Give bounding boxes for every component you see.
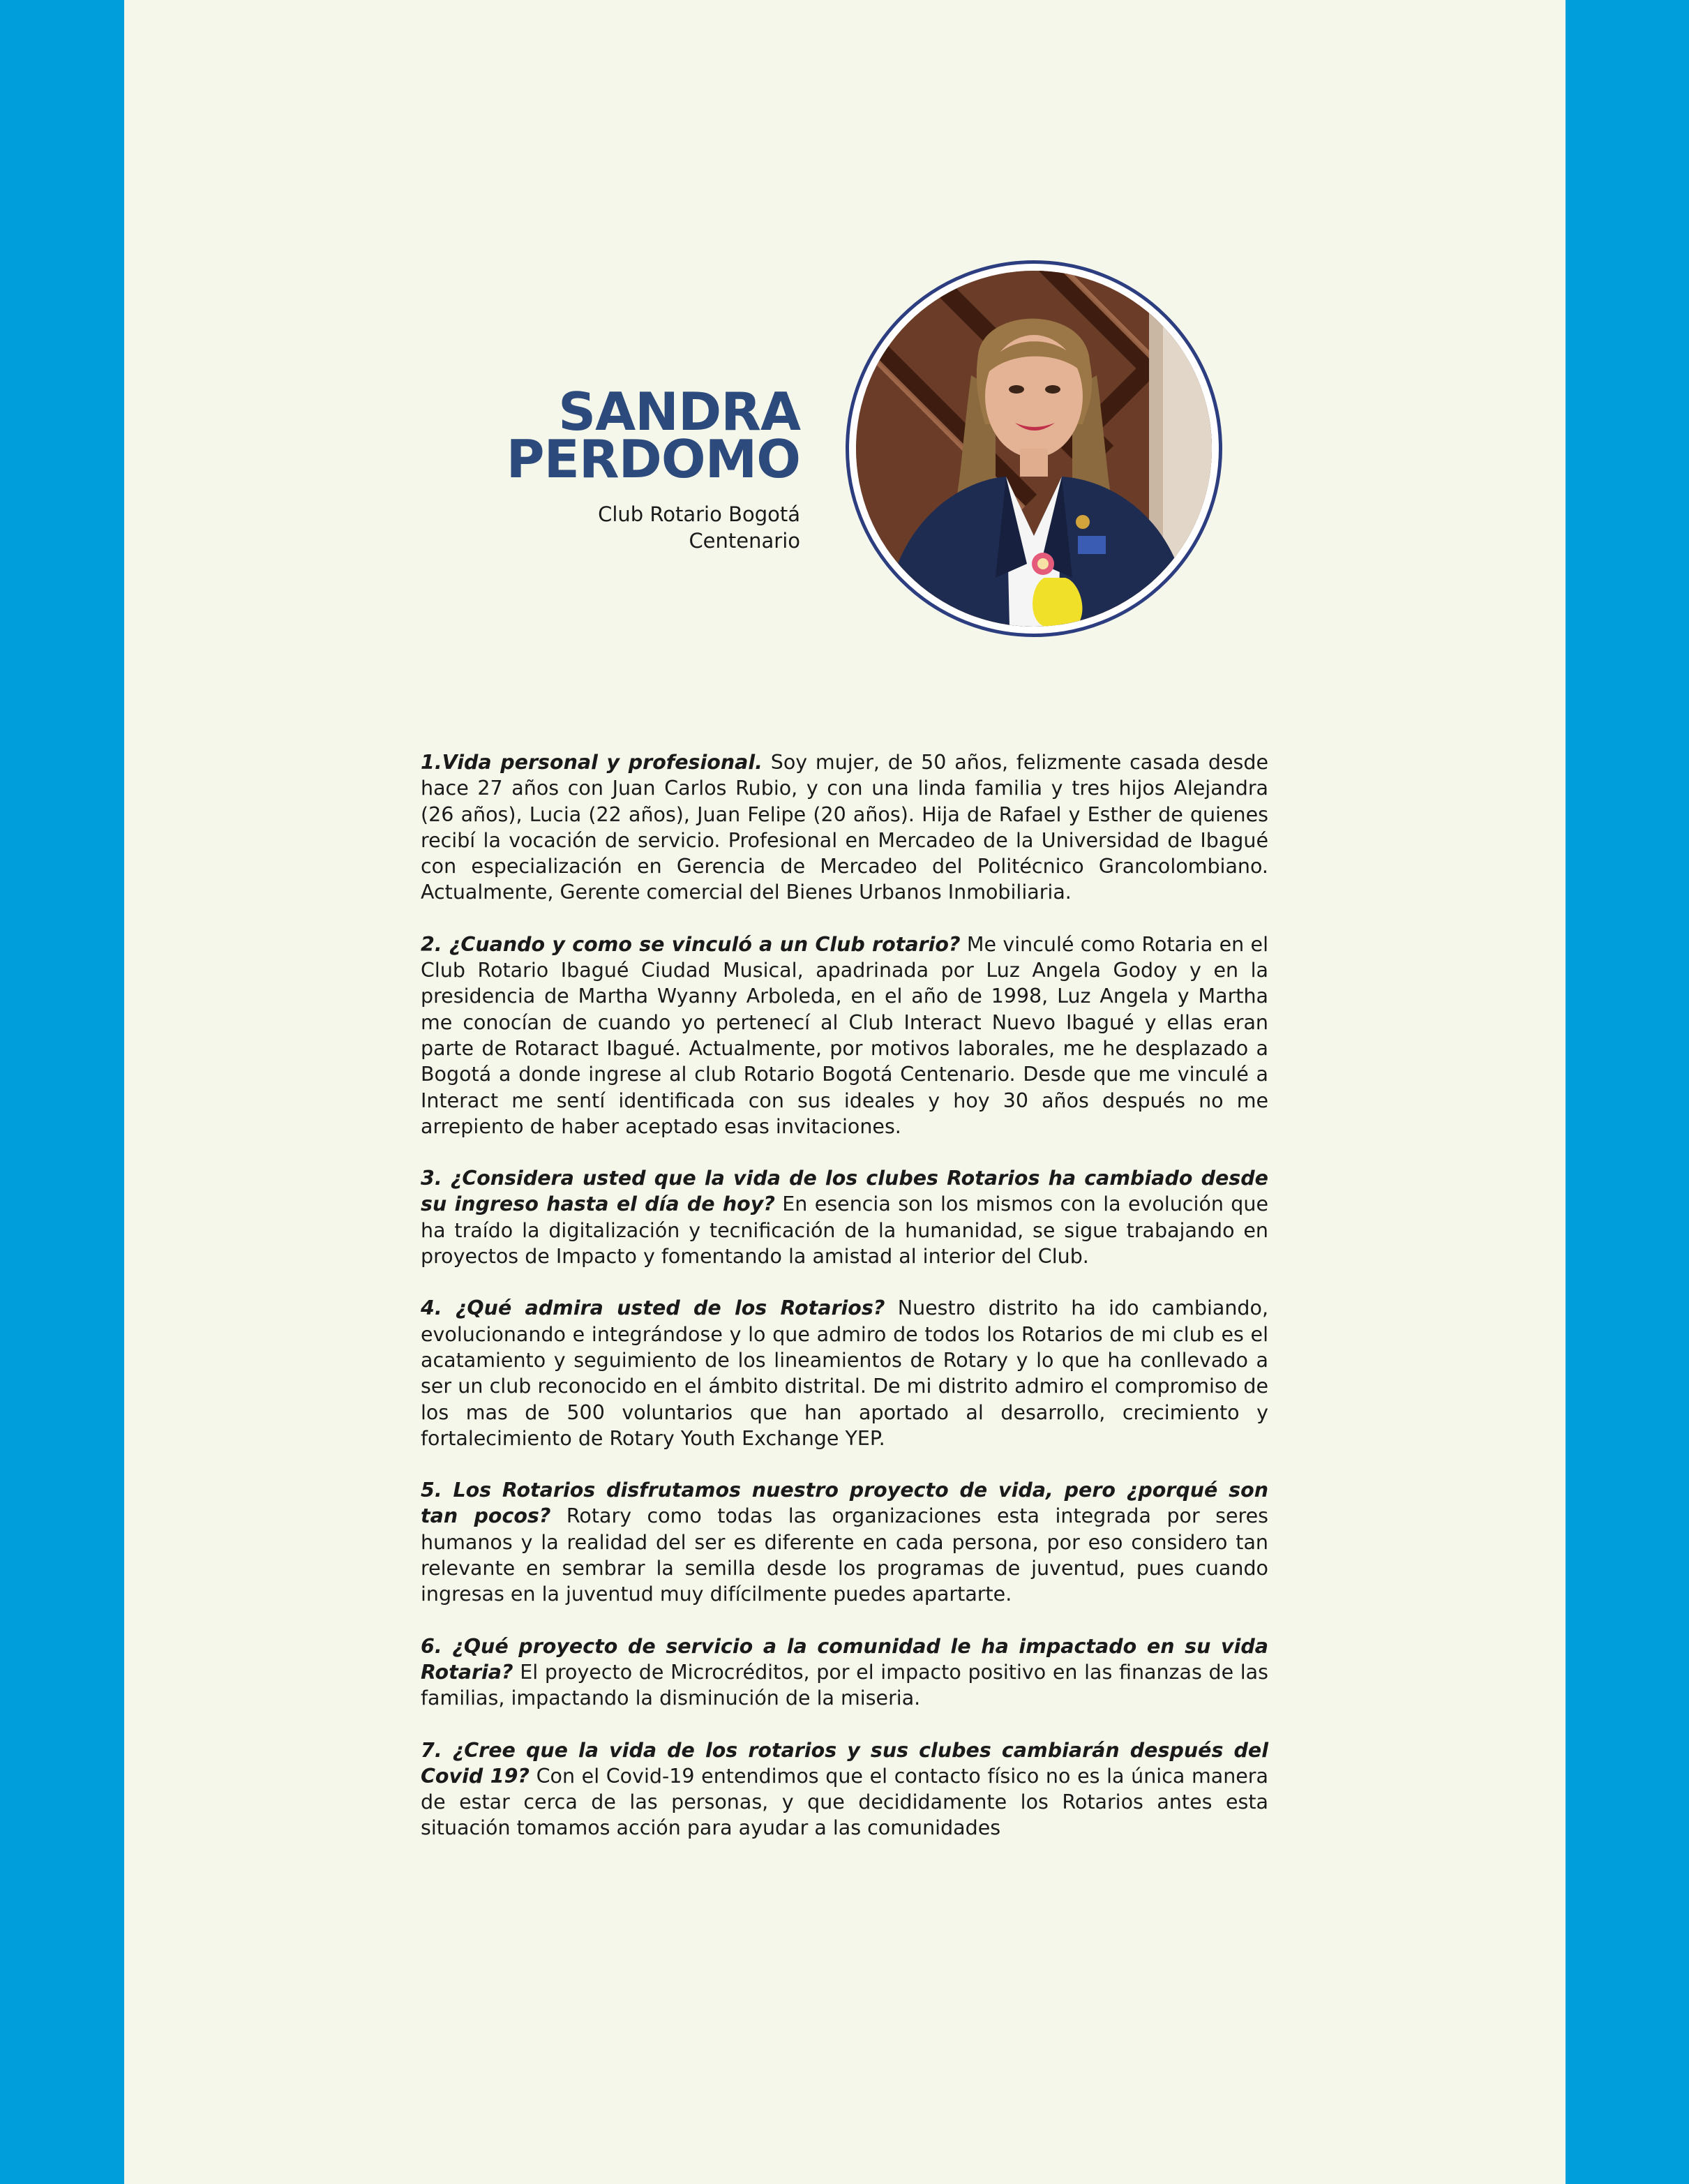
answer-3: En esencia son los mismos con la evolución que ha traído la digitalización y tecnificación de la humanidad, se sigue trabajando en proyectos de Impacto y fomentando la amistad al interior del Club. — [421, 1192, 1268, 1269]
question-4: 4. ¿Qué admira usted de los Rotarios? — [421, 1296, 885, 1320]
answer-1: Soy mujer, de 50 años, felizmente casada desde hace 27 años con Juan Carlos Rubio, y con una linda familia y tres hijos Alejandra (26 años), Lucia (22 años), Juan Felipe (20 años). Hija de Rafael y Esther de quienes recibí la vocación de servicio. Profesional en Mercadeo de la Universidad de Ibagué con especialización en Gerencia de Mercadeo del Politécnico Grancolombiano. Actualmente, Gerente comercial del Bienes Urbanos Inmobiliaria. — [421, 751, 1268, 904]
question-2: 2. ¿Cuando y como se vinculó a un Club rotario? — [421, 932, 961, 956]
portrait-photo — [846, 260, 1222, 637]
question-7: 7. ¿Cree que la vida de los rotarios y sus clubes cambiarán después del Covid 19? — [421, 1738, 1268, 1788]
answer-2: Me vinculé como Rotaria en el Club Rotario Ibagué Ciudad Musical, apadrinada por Luz Angela Godoy y en la presidencia de Martha Wyanny Arboleda, en el año de 1998, Luz Angela y Martha me conocían de cuando yo pertenecí al Club Interact Nuevo Ibagué y ellas eran parte de Rotaract Ibagué. Actualmente, por motivos laborales, me he desplazado a Bogotá a donde ingrese al club Rotario Bogotá Centenario. Desde que me vinculé a Interact me sentí identificada con sus ideales y hoy 30 años después no me arrepiento de haber aceptado esas invitaciones. — [421, 932, 1269, 1138]
portrait-image — [856, 271, 1212, 627]
answer-4: Nuestro distrito ha ido cambiando, evolucionando e integrándose y lo que admiro de todos los Rotarios de mi club es el acatamiento y seguimiento de los lineamientos de Rotary y lo que ha conllevado a ser un club reconocido en el ámbito distrital. De mi distrito admiro el compromiso de los mas de 500 voluntarios que han aportado al desarrollo, crecimiento y fortalecimiento de Rotary Youth Exchange YEP. — [421, 1296, 1269, 1450]
club-name-line2: Centenario — [689, 529, 800, 553]
answer-5: Rotary como todas las organizaciones esta integrada por seres humanos y la realidad del ser es diferente en cada persona, por eso considero tan relevante en sembrar la semilla desde los programas de juventud, pues cuando ingresas en la juventud muy difícilmente puedes apartarte. — [421, 1504, 1268, 1606]
qa-section-4 — [421, 1295, 1268, 1451]
answer-6: El proyecto de Microcréditos, por el impacto positivo en las finanzas de las familias, impactando la disminución de la miseria. — [421, 1660, 1268, 1710]
club-name-line1: Club Rotario Bogotá — [598, 502, 800, 526]
qa-section-5 — [421, 1477, 1268, 1607]
question-1: 1.Vida personal y profesional. — [421, 751, 763, 774]
qa-section-3 — [421, 1165, 1268, 1269]
right-blue-bar — [1566, 0, 1689, 2184]
qa-section-1 — [421, 749, 1268, 906]
qa-section-7 — [421, 1737, 1268, 1841]
question-3: 3. ¿Considera usted que la vida de los clubes Rotarios ha cambiado desde su ingreso hasta el día de hoy? — [421, 1167, 1268, 1216]
interview-article — [421, 749, 1268, 1867]
qa-section-2 — [421, 932, 1268, 1139]
question-6: 6. ¿Qué proyecto de servicio a la comunidad le ha impactado en su vida Rotaria? — [421, 1634, 1268, 1684]
question-5: 5. Los Rotarios disfrutamos nuestro proyecto de vida, pero ¿porqué son tan pocos? — [421, 1479, 1268, 1528]
profile-header — [506, 381, 800, 554]
answer-7: Con el Covid-19 entendimos que el contacto físico no es la única manera de estar cerca de las personas, y que decididamente los Rotarios antes esta situación tomamos acción para ayudar a las comunidades — [421, 1764, 1268, 1840]
left-blue-bar — [0, 0, 124, 2184]
first-name: SANDRA — [558, 381, 800, 442]
qa-section-6 — [421, 1633, 1268, 1712]
last-name: PERDOMO — [506, 428, 800, 490]
